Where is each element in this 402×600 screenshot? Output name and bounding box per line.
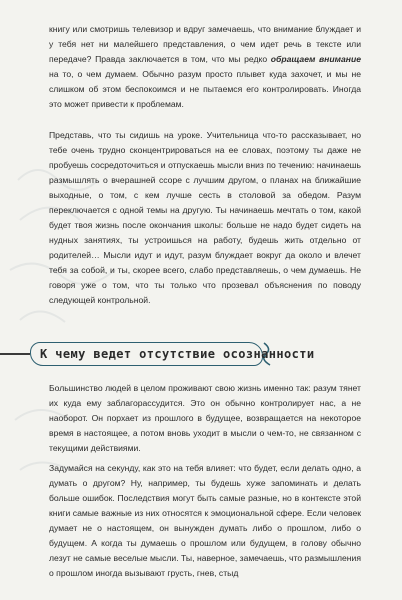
paragraph-3-text: Большинство людей в целом проживают свою жизнь именно так: разум тянет их куда ему заблагорассудится. Это он обычно контролирует нас, а не наоборот. Он порхает из прошлого в будущее, возвращается на некоторое время в настоящее, а потом вновь уходит в мысли о чем-то, не связанном с текущими действиями. bbox=[49, 383, 361, 453]
heading-title: К чему ведет отсутствие осознанности bbox=[40, 347, 315, 361]
paragraph-1 bbox=[49, 22, 361, 112]
section-heading bbox=[0, 337, 402, 373]
paragraph-2-text: Представь, что ты сидишь на уроке. Учительница что-то рассказывает, но тебе очень трудно сконцентрироваться на ее словах, поэтому ты даже не пробуешь сосредоточиться и отпускаешь мысли вниз по течению: начинаешь размышлять о вчерашней ссоре с лучшим другом, о планах на ближайшие выходные, о том, с кем лучше сесть в столовой за обедом. Разум переключается с одной темы на другую. Ты начинаешь мечтать о том, какой будет твоя жизнь после окончания школы: больше не надо будет сидеть на нудных занятиях, ты устроишься на работу, будешь жить отдельно от родителей… Мысли идут и идут, разум блуждает вокруг да около и влечет тебя за собой, и ты, скорее всего, слабо представляешь, о чем думаешь. Не говоря уже о том, что ты только что прозевал объяснения по поводу следующей контрольной. bbox=[49, 130, 361, 305]
emphasis-text: обращаем внимание bbox=[270, 54, 361, 64]
paragraph-4 bbox=[49, 461, 361, 581]
paragraph-2 bbox=[49, 128, 361, 308]
paragraph-3 bbox=[49, 381, 361, 456]
paragraph-1-part-1: книгу или смотришь телевизор и вдруг замечаешь, что внимание блуждает и у тебя нет ни малейшего представления, о чем идет речь в тексте или передаче? Правда заключается в том, что мы редко bbox=[49, 24, 361, 64]
heading-rule bbox=[0, 353, 30, 355]
paragraph-4-text: Задумайся на секунду, как это на тебя влияет: что будет, если делать одно, а думать о другом? Ну, например, ты будешь хуже запоминать и делать больше ошибок. Последствия могут быть самые разные, но в контексте этой книги самые важные из них относятся к эмоциональной сфере. Если человек думает не о настоящем, он вынужден думать либо о прошлом, либо о будущем. А когда ты думаешь о прошлом или будущем, в голову обычно лезут не самые веселые мысли. Ты, наверное, замечаешь, что размышления о прошлом иногда вызывают грусть, гнев, стыд bbox=[49, 463, 361, 578]
paragraph-1-part-2: на то, о чем думаем. Обычно разум просто плывет куда захочет, и мы не слишком об этом беспокоимся и не пытаемся его контролировать. Иногда это может привести к проблемам. bbox=[49, 69, 361, 109]
